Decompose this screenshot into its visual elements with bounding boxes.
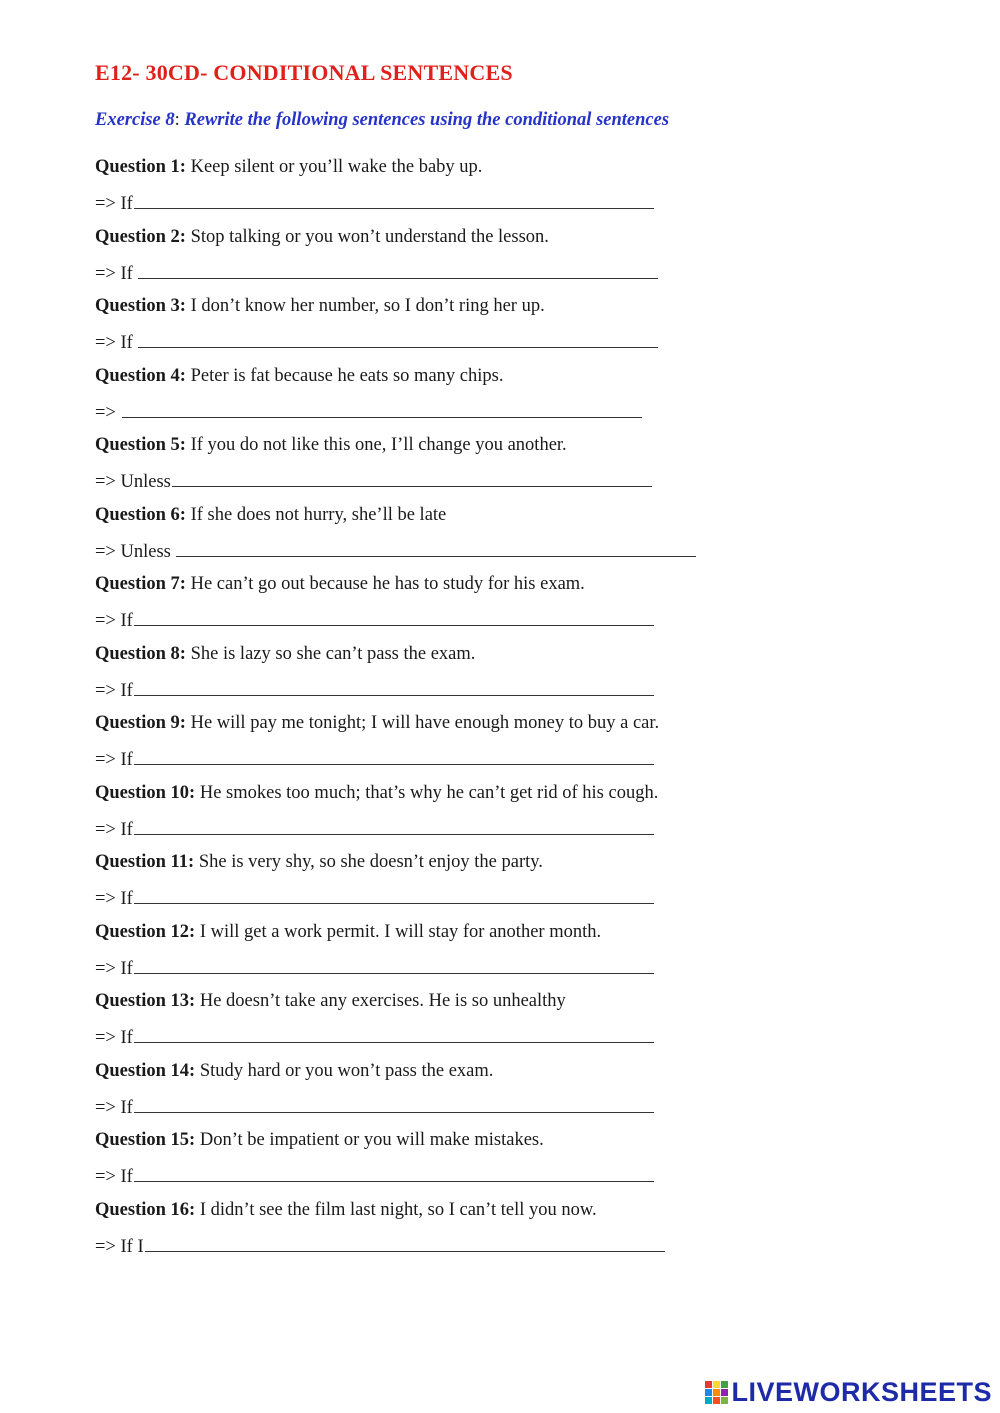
question-sentence: She is lazy so she can’t pass the exam. <box>185 643 476 664</box>
answer-line <box>95 1022 654 1051</box>
question-item <box>95 154 855 224</box>
question-label: Question 14: <box>95 1060 196 1081</box>
logo-square <box>721 1389 728 1396</box>
question-text <box>95 293 545 319</box>
answer-line <box>95 188 654 217</box>
question-item <box>95 502 855 572</box>
answer-prefix: => If <box>95 680 133 701</box>
logo-square <box>705 1397 712 1404</box>
question-item <box>95 641 855 711</box>
question-text <box>95 432 567 458</box>
question-label: Question 7: <box>95 574 186 594</box>
question-sentence: Peter is fat because he eats so many chips. <box>185 365 504 386</box>
answer-prefix: => <box>95 402 121 423</box>
question-item <box>95 1058 855 1128</box>
question-label: Question 4: <box>95 365 186 386</box>
question-sentence: She is very shy, so she doesn’t enjoy the party. <box>194 852 543 872</box>
question-item <box>95 849 855 919</box>
answer-prefix: => If <box>95 958 133 979</box>
question-item <box>95 224 855 294</box>
question-item <box>95 988 855 1058</box>
question-sentence: If she does not hurry, she’ll be late <box>185 504 447 525</box>
logo-square <box>705 1389 712 1396</box>
question-text <box>95 641 475 667</box>
question-item <box>95 710 855 780</box>
question-text <box>95 363 503 389</box>
answer-prefix: => If <box>95 611 133 631</box>
answer-prefix: => If <box>95 263 138 284</box>
question-sentence: I didn’t see the film last night, so I can’t tell you now. <box>195 1199 597 1220</box>
logo-square <box>721 1381 728 1388</box>
question-label: Question 16: <box>95 1199 196 1220</box>
question-sentence: He will pay me tonight; I will have enough money to buy a car. <box>185 713 660 733</box>
answer-line <box>95 466 652 495</box>
question-sentence: I will get a work permit. I will stay for another month. <box>195 921 602 942</box>
answer-blank[interactable] <box>134 883 654 904</box>
answer-prefix: => Unless <box>95 472 171 492</box>
answer-line <box>95 258 658 287</box>
answer-prefix: => If <box>95 333 138 353</box>
answer-blank[interactable] <box>134 188 654 209</box>
question-label: Question 5: <box>95 435 186 455</box>
answer-blank[interactable] <box>172 466 652 487</box>
question-sentence: He can’t go out because he has to study for his exam. <box>185 574 585 594</box>
question-item <box>95 571 855 641</box>
answer-blank[interactable] <box>134 953 654 974</box>
question-text <box>95 1127 544 1153</box>
answer-blank[interactable] <box>176 536 696 557</box>
logo-square <box>713 1389 720 1396</box>
answer-prefix: => If <box>95 1097 133 1118</box>
worksheet-title: E12- 30CD- CONDITIONAL SENTENCES <box>95 60 513 85</box>
question-sentence: He smokes too much; that’s why he can’t get rid of his cough. <box>195 782 659 803</box>
question-label: Question 13: <box>95 991 196 1011</box>
logo-square <box>721 1397 728 1404</box>
answer-prefix: => If <box>95 194 133 214</box>
answer-line <box>95 327 658 356</box>
question-text <box>95 571 585 597</box>
exercise-label: Exercise 8 <box>95 110 175 130</box>
answer-blank[interactable] <box>134 814 654 835</box>
question-text <box>95 849 543 875</box>
logo-square <box>705 1381 712 1388</box>
exercise-separator: : <box>174 110 180 130</box>
logo-square <box>713 1381 720 1388</box>
question-sentence: Keep silent or you’ll wake the baby up. <box>185 157 483 177</box>
answer-prefix: => If <box>95 1167 133 1187</box>
question-item <box>95 293 855 363</box>
answer-prefix: => If <box>95 750 133 770</box>
question-label: Question 8: <box>95 643 186 664</box>
question-label: Question 6: <box>95 504 186 525</box>
question-item <box>95 1127 855 1197</box>
question-sentence: I don’t know her number, so I don’t ring her up. <box>185 296 545 316</box>
question-label: Question 15: <box>95 1130 196 1150</box>
answer-blank[interactable] <box>145 1231 665 1252</box>
question-text <box>95 710 659 736</box>
answer-blank[interactable] <box>138 327 658 348</box>
question-sentence: Study hard or you won’t pass the exam. <box>195 1060 494 1081</box>
logo-square <box>713 1397 720 1404</box>
answer-line <box>95 883 654 912</box>
answer-line <box>95 744 654 773</box>
answer-blank[interactable] <box>122 397 642 418</box>
question-text <box>95 502 446 528</box>
question-text <box>95 154 482 180</box>
answer-prefix: => Unless <box>95 541 176 562</box>
liveworksheets-logo <box>705 1377 992 1408</box>
answer-line <box>95 536 696 565</box>
question-sentence: If you do not like this one, I’ll change you another. <box>185 435 567 455</box>
answer-blank[interactable] <box>134 1022 654 1043</box>
answer-prefix: => If <box>95 889 133 909</box>
answer-prefix: => If <box>95 1028 133 1048</box>
question-list <box>95 154 855 1266</box>
question-text <box>95 224 549 250</box>
question-sentence: Stop talking or you won’t understand the lesson. <box>185 226 549 247</box>
exercise-instruction-text: Rewrite the following sentences using the conditional sentences <box>184 110 670 130</box>
question-text <box>95 780 658 806</box>
answer-blank[interactable] <box>138 258 658 279</box>
answer-blank[interactable] <box>134 675 654 696</box>
answer-blank[interactable] <box>134 1161 654 1182</box>
answer-line <box>95 397 642 426</box>
question-text <box>95 1197 597 1223</box>
question-label: Question 2: <box>95 226 186 247</box>
answer-line <box>95 605 654 634</box>
answer-blank[interactable] <box>134 605 654 626</box>
question-label: Question 9: <box>95 713 186 733</box>
question-item <box>95 432 855 502</box>
question-item <box>95 919 855 989</box>
answer-prefix: => If <box>95 819 133 840</box>
question-label: Question 12: <box>95 921 196 942</box>
question-item <box>95 1197 855 1267</box>
liveworksheets-logo-icon <box>705 1381 728 1404</box>
question-label: Question 1: <box>95 157 186 177</box>
question-text <box>95 1058 493 1084</box>
question-text <box>95 988 566 1014</box>
liveworksheets-brand: LIVEWORKSHEETS <box>731 1377 992 1407</box>
question-text <box>95 919 601 945</box>
question-item <box>95 780 855 850</box>
question-label: Question 10: <box>95 782 196 803</box>
answer-line <box>95 675 654 704</box>
answer-line <box>95 1092 654 1121</box>
answer-blank[interactable] <box>134 744 654 765</box>
answer-line <box>95 1231 665 1260</box>
question-label: Question 11: <box>95 852 195 872</box>
exercise-instruction <box>95 110 669 131</box>
question-sentence: Don’t be impatient or you will make mistakes. <box>195 1130 544 1150</box>
answer-line <box>95 814 654 843</box>
answer-line <box>95 953 654 982</box>
answer-line <box>95 1161 654 1190</box>
question-sentence: He doesn’t take any exercises. He is so unhealthy <box>195 991 566 1011</box>
question-item <box>95 363 855 433</box>
answer-blank[interactable] <box>134 1092 654 1113</box>
question-label: Question 3: <box>95 296 186 316</box>
answer-prefix: => If I <box>95 1236 144 1257</box>
